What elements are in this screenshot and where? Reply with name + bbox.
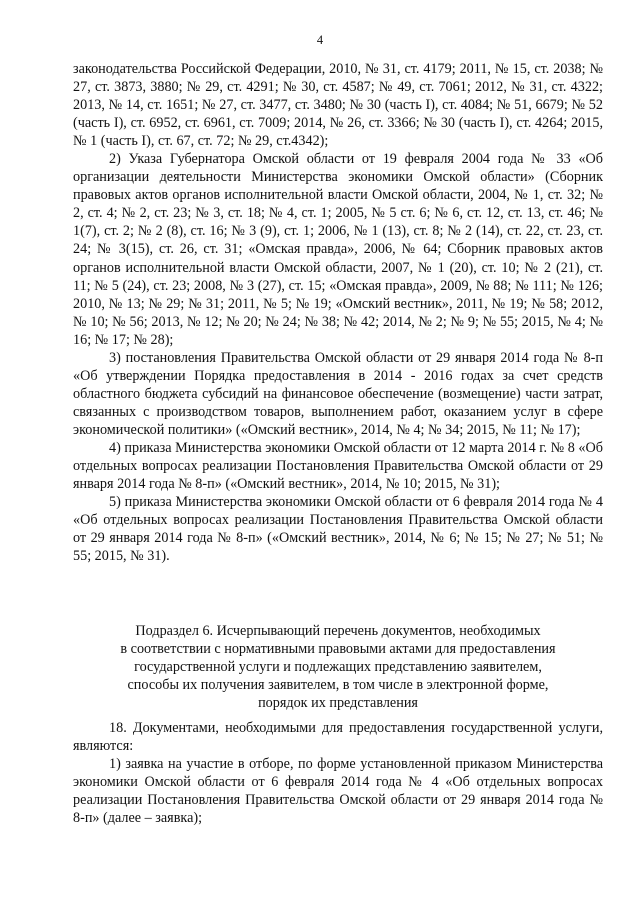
heading-line: порядок их представления <box>258 695 418 712</box>
paragraph-18: 18. Документами, необходимыми для предоставления государственной услуги, являются: <box>73 720 603 755</box>
documents-list <box>73 719 603 827</box>
heading-line: Подраздел 6. Исчерпывающий перечень документов, необходимых <box>135 623 541 639</box>
paragraph-item-3: 3) постановления Правительства Омской области от 29 января 2014 года № 8-п «Об утверждении Порядка предоставления в 2014 - 2016 годах за счет средств областного бюджета субсидий на финансовое обеспечение (возмещение) части затрат, связанных с производством товаров, выполнением работ, оказанием услуг в сфере экономической политики» («Омский вестник», 2014, № 4; № 34; 2015, № 11; № 17); <box>73 349 603 438</box>
legal-basis-list <box>73 60 603 565</box>
paragraph-item-5: 5) приказа Министерства экономики Омской области от 6 февраля 2014 года № 4 «Об отдельных вопросах реализации Постановления Правительства Омской области от 29 января 2014 года № 8-п» («Омский вестник», 2014, № 6; № 15; № 27; № 51; № 55; 2015, № 31). <box>73 494 603 565</box>
paragraph-item-2: 2) Указа Губернатора Омской области от 19 февраля 2004 года № 33 «Об организации деятельности Министерства экономики Омской области» (Сборник правовых актов органов исполнительной власти Омской области, 2004, № 1, ст. 32; № 2, ст. 4; № 2, ст. 23; № 3, ст. 18; № 4, ст. 1; 2005, № 5 ст. 6; № 6, ст. 12, ст. 13, ст. 46; № 1(7), ст. 2; № 2 (8), ст. 16; № 3 (9), ст. 1; 2006, № 1 (13), ст. 8; № 2 (14), ст. 22, ст. 23, ст. 24; № 3(15), ст. 26, ст. 31; «Омская правда», 2006, № 64; Сборник правовых актов органов исполнительной власти Омской области, 2007, № 1 (20), ст. 10; № 2 (21), ст. 11; № 5 (24), ст. 23; 2008, № 3 (27), ст. 15; «Омская правда», 2009, № 88; № 111; № 126; 2010, № 13; № 29; № 31; 2011, № 5; № 19; «Омский вестник», 2011, № 19; № 58; 2012, № 10; № 56; 2013, № 12; № 20; № 24; № 38; № 42; 2014, № 2; № 9; № 55; 2015, № 4; № 16; № 17; № 28); <box>73 151 603 348</box>
paragraph-item-1-application: 1) заявка на участие в отборе, по форме установленной приказом Министерства экономики Омской области от 6 февраля 2014 года № 4 «Об отдельных вопросах реализации Постановления Правительства Омской области от 29 января 2014 года № 8-п» (далее – заявка); <box>73 756 603 827</box>
heading-line: государственной услуги и подлежащих представлению заявителем, <box>134 659 542 676</box>
heading-line: способы их получения заявителем, в том числе в электронной форме, <box>127 677 549 694</box>
paragraph-continuation: законодательства Российской Федерации, 2010, № 31, ст. 4179; 2011, № 15, ст. 2038; № 27, ст. 3873, 3880; № 29, ст. 4291; № 30, ст. 4587; № 49, ст. 7061; 2012, № 31, ст. 4322; 2013, № 14, ст. 1651; № 27, ст. 3477, ст. 3480; № 30 (часть I), ст. 4084; № 51, 6679; № 52 (часть I), ст. 6952, ст. 6961, ст. 7009; 2014, № 26, ст. 3366; № 30 (часть I), ст. 4264; 2015, № 1 (часть I), ст. 67, ст. 72; № 29, ст.4342); <box>73 61 603 150</box>
subsection-heading <box>73 622 603 712</box>
heading-line: в соответствии с нормативными правовыми актами для предоставления <box>120 641 556 658</box>
page-number: 4 <box>316 33 324 47</box>
paragraph-item-4: 4) приказа Министерства экономики Омской области от 12 марта 2014 г. № 8 «Об отдельных вопросах реализации Постановления Правительства Омской области от 29 января 2014 года № 8-п» («Омский вестник», 2014, № 10; 2015, № 31); <box>73 439 603 493</box>
